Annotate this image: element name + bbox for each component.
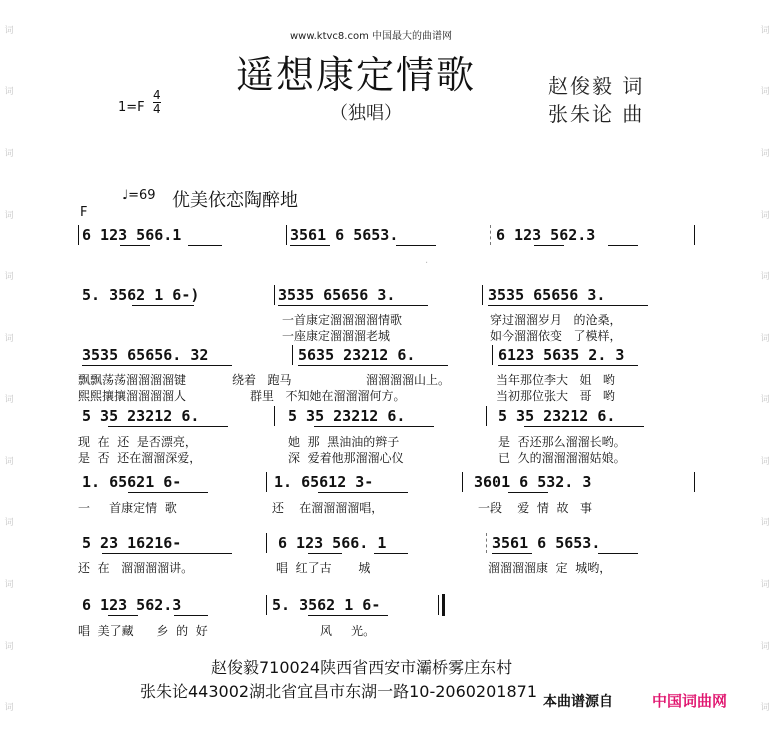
beam-underline <box>128 492 208 493</box>
right-watermark-strip <box>756 0 774 739</box>
beam-underline <box>534 245 564 246</box>
measure: 3601 6 532. 3 <box>474 473 592 491</box>
measure: 3561 6 5653. <box>290 226 399 244</box>
score-row-1 <box>78 224 698 246</box>
measure: 5 23 16216- <box>82 534 182 552</box>
lyric-line: 已 久的溜溜溜溜姑娘。 <box>498 451 626 465</box>
lyric-line: 如今溜溜依变 了模样， <box>490 329 622 343</box>
watermark-glyph: 词 <box>760 272 770 283</box>
score-row-2 <box>78 284 698 306</box>
left-watermark-strip <box>0 0 18 739</box>
lyric-line: 飘飘荡荡溜溜溜溜键 <box>78 373 187 387</box>
barline <box>274 285 275 305</box>
key-signature: 1=F <box>118 100 145 115</box>
watermark-glyph: 词 <box>4 148 14 159</box>
watermark-glyph: 词 <box>760 641 770 652</box>
beam-underline <box>314 426 434 427</box>
beam-underline <box>598 553 638 554</box>
measure: 6 123 566. 1 <box>278 534 387 552</box>
song-title: 遥想康定情歌 <box>236 53 477 97</box>
beam-underline <box>108 426 228 427</box>
lyric-line: 她 那 黑油油的辫子 <box>288 435 400 449</box>
beam-underline <box>488 305 648 306</box>
lyric-line: 现 在 还 是否漂亮， <box>78 435 197 449</box>
barline <box>78 225 79 245</box>
lyric-line: 一段 爱 情 故 事 <box>478 501 592 515</box>
score-row-3 <box>78 344 698 366</box>
expression-marking: 优美依恋陶醉地 <box>172 190 298 211</box>
measure: 1. 65621 6- <box>82 473 182 491</box>
lyric-line: 还 在 溜溜溜溜讲。 <box>78 561 194 575</box>
watermark-glyph: 词 <box>760 703 770 714</box>
stray-dot: · <box>425 258 429 269</box>
watermark-glyph: 词 <box>4 456 14 467</box>
measure: 6 123 562.3 <box>496 226 596 244</box>
watermark-glyph: 词 <box>4 518 14 529</box>
tempo-marking: ♩=69 <box>122 188 156 203</box>
watermark-glyph: 词 <box>4 87 14 98</box>
measure: 6 123 562.3 <box>82 596 182 614</box>
brand-link[interactable]: 中国词曲网 <box>652 692 728 710</box>
beam-underline <box>290 245 330 246</box>
beam-underline <box>308 615 388 616</box>
measure: 6123 5635 2. 3 <box>498 346 625 364</box>
watermark-glyph: 词 <box>4 703 14 714</box>
measure: 5. 3562 1 6- <box>272 596 381 614</box>
beam-underline <box>524 426 644 427</box>
barline <box>694 472 695 492</box>
watermark-glyph: 词 <box>760 333 770 344</box>
lyric-line: 溜溜溜溜康 定 城哟， <box>488 561 612 575</box>
lyric-line: 唱 红了古 城 <box>276 561 371 575</box>
barline <box>694 225 695 245</box>
meter-top: 4 <box>153 88 161 102</box>
chord-symbol: F <box>80 205 88 220</box>
watermark-glyph: 词 <box>760 579 770 590</box>
watermark-glyph: 词 <box>760 518 770 529</box>
watermark-glyph: 词 <box>4 210 14 221</box>
beam-underline <box>132 305 194 306</box>
lyric-line: 穿过溜溜岁月 的沧桑， <box>490 313 622 327</box>
lyric-line: 是 否 还在溜溜深爱， <box>78 451 202 465</box>
watermark-glyph: 词 <box>4 579 14 590</box>
score-row-7 <box>78 594 458 616</box>
measure: 5 35 23212 6. <box>82 407 200 425</box>
measure: 5. 3562 1 6-) <box>82 286 200 304</box>
beam-underline <box>498 365 638 366</box>
beam-underline <box>492 553 532 554</box>
site-header: www.ktvc8.com 中国最大的曲谱网 <box>290 31 453 42</box>
watermark-glyph: 词 <box>760 456 770 467</box>
footer-address-2: 张朱论443002湖北省宜昌市东湖一路10-2060201871 <box>140 682 538 701</box>
composer-credit: 张朱论 曲 <box>548 102 645 126</box>
lyric-line: 深 爱着他那溜溜心仪 <box>288 451 404 465</box>
lyricist-credit: 赵俊毅 词 <box>548 74 645 98</box>
beam-underline <box>308 553 342 554</box>
beam-underline <box>102 553 232 554</box>
beam-underline <box>298 365 448 366</box>
score-row-6 <box>78 532 698 554</box>
measure: 3535 65656 3. <box>488 286 606 304</box>
measure: 5 35 23212 6. <box>288 407 406 425</box>
lyric-line: 当初那位张大 哥 哟 <box>496 389 615 403</box>
time-signature <box>153 89 161 116</box>
lyric-line: 当年那位李大 姐 哟 <box>496 373 615 387</box>
beam-underline <box>608 245 638 246</box>
barline <box>274 406 275 426</box>
lyric-line: 一首康定溜溜溜溜情歌 <box>282 313 403 327</box>
footer-address-1: 赵俊毅710024陕西省西安市灞桥雾庄东村 <box>211 658 513 677</box>
measure: 1. 65612 3- <box>274 473 374 491</box>
lyric-line: 熙熙攘攘溜溜溜溜人 <box>78 389 187 403</box>
barline <box>492 345 493 365</box>
watermark-glyph: 词 <box>760 395 770 406</box>
meter-bottom: 4 <box>153 102 161 116</box>
watermark-glyph: 词 <box>760 210 770 221</box>
lyric-line: 群里 不知她在溜溜溜何方。 <box>250 389 406 403</box>
barline <box>438 595 439 615</box>
final-barline <box>442 594 445 616</box>
barline <box>266 595 267 615</box>
watermark-glyph: 词 <box>4 272 14 283</box>
beam-underline <box>82 365 232 366</box>
barline <box>286 225 287 245</box>
lyric-line: 风 光。 <box>320 624 376 638</box>
score-row-5 <box>78 471 698 493</box>
measure: 5635 23212 6. <box>298 346 416 364</box>
lyric-line: 绕着 跑马 <box>232 373 292 387</box>
beam-underline <box>374 553 408 554</box>
barline <box>462 472 463 492</box>
watermark-glyph: 词 <box>760 25 770 36</box>
watermark-glyph: 词 <box>760 148 770 159</box>
measure: 3535 65656. 32 <box>82 346 209 364</box>
measure: 6 123 566.1 <box>82 226 182 244</box>
barline <box>490 225 492 245</box>
barline <box>266 472 267 492</box>
watermark-glyph: 词 <box>4 333 14 344</box>
beam-underline <box>188 245 222 246</box>
beam-underline <box>318 492 408 493</box>
lyric-line: 是 否还那么溜溜长哟。 <box>498 435 626 449</box>
source-label: 本曲谱源自 <box>543 694 613 710</box>
watermark-glyph: 词 <box>4 641 14 652</box>
watermark-glyph: 词 <box>4 25 14 36</box>
barline <box>486 406 487 426</box>
song-subtitle: （独唱） <box>330 103 402 124</box>
beam-underline <box>508 492 548 493</box>
beam-underline <box>108 615 138 616</box>
measure: 3535 65656 3. <box>278 286 396 304</box>
lyric-line: 一 首康定情 歌 <box>78 501 177 515</box>
measure: 5 35 23212 6. <box>498 407 616 425</box>
barline <box>292 345 293 365</box>
lyric-line: 唱 美了藏 乡 的 好 <box>78 624 208 638</box>
lyric-line: 一座康定溜溜溜老城 <box>282 329 391 343</box>
beam-underline <box>120 245 150 246</box>
barline <box>266 533 267 553</box>
barline <box>482 285 483 305</box>
watermark-glyph: 词 <box>4 395 14 406</box>
watermark-glyph: 词 <box>760 87 770 98</box>
beam-underline <box>174 615 208 616</box>
beam-underline <box>278 305 428 306</box>
barline <box>486 533 488 553</box>
lyric-line: 还 在溜溜溜溜唱， <box>272 501 384 515</box>
beam-underline <box>396 245 436 246</box>
measure: 3561 6 5653. <box>492 534 601 552</box>
score-row-4 <box>78 405 698 427</box>
lyric-line: 溜溜溜溜山上。 <box>366 373 451 387</box>
